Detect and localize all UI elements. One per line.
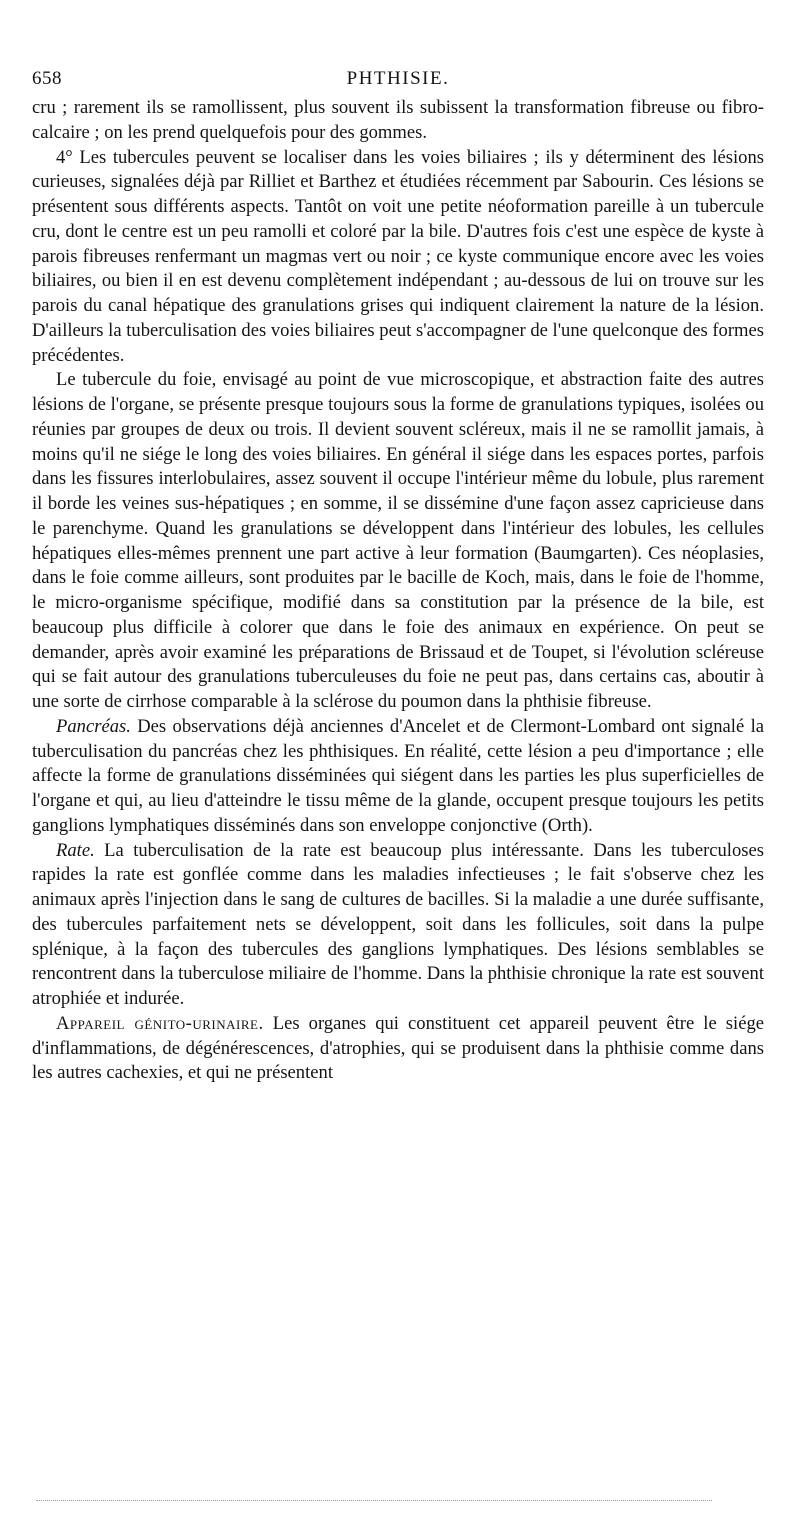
- section-heading-spleen: Rate.: [56, 839, 95, 861]
- page-header: [32, 64, 764, 96]
- paragraph-genito-urinary: [32, 1012, 764, 1086]
- paragraph-text: Les organes qui constituent cet appareil peuvent être le siége d'inflammations, de dégénérescences, d'atrophies, qui se produisent dans la phthisie comme dans les autres cachexies, et qui ne présentent: [32, 1012, 764, 1084]
- paragraph-text: 4° Les tubercules peuvent se localiser dans les voies biliaires ; ils y déterminent des lésions curieuses, signalées déjà par Rilliet et Barthez et étudiées récemment par Sabourin. Ces lésions se présentent sous différents aspects. Tantôt on voit une petite néoformation pareille à un tubercule cru, dont le centre est un peu ramolli et coloré par la bile. D'autres fois c'est une espèce de kyste à parois fibreuses renfermant un magmas vert ou noir ; ce kyste communique encore avec les voies biliaires, ou bien il en est devenu complètement indépendant ; au-dessous de lui on trouve sur les parois du canal hépatique des granulations grises qui indiquent clairement la nature de la lésion. D'ailleurs la tuberculisation des voies biliaires peut s'accompagner de l'une quelconque des formes précédentes.: [32, 146, 764, 366]
- running-title: PHTHISIE.: [346, 68, 450, 89]
- paragraph-spleen: [32, 839, 764, 1012]
- paragraph-continuation: [32, 96, 764, 146]
- paragraph-text: La tuberculisation de la rate est beaucoup plus intéressante. Dans les tuberculoses rapides la rate est gonflée comme dans les maladies infectieuses ; le fait s'observe chez les animaux après l'injection dans le sang de cultures de bacilles. Si la maladie a une durée suffisante, des tubercules parfaitement nets se développent, soit dans les follicules, soit dans la pulpe splénique, à la façon des tubercules des ganglions lymphatiques. Des lésions semblables se rencontrent dans la tuberculose miliaire de l'homme. Dans la phthisie chronique la rate est souvent atrophiée et indurée.: [32, 839, 764, 1009]
- paragraph-liver-microscopy: [32, 368, 764, 715]
- footer-dotted-rule: [36, 1500, 712, 1501]
- paragraph-biliary-tubercles: [32, 146, 764, 369]
- section-heading-pancreas: Pancréas.: [56, 715, 131, 737]
- paragraph-text: cru ; rarement ils se ramollissent, plus souvent ils subissent la transformation fibreuse ou fibro-calcaire ; on les prend quelquefois pour des gommes.: [32, 97, 764, 143]
- page-number: 658: [32, 68, 62, 89]
- paragraph-text: Des observations déjà anciennes d'Ancelet et de Clermont-Lombard ont signalé la tuberculisation du pancréas chez les phthisiques. En réalité, cette lésion a peu d'importance ; elle affecte la forme de granulations disséminées qui siégent dans les parties les plus superficielles de l'organe et qui, au lieu d'atteindre le tissu même de la glande, occupent presque toujours les petits ganglions lymphatiques disséminés dans son enveloppe conjonctive (Orth).: [32, 715, 764, 836]
- body-text: [32, 96, 764, 1086]
- section-heading-genito-urinary: Appareil génito-urinaire.: [56, 1012, 264, 1034]
- document-page: [32, 64, 764, 1086]
- paragraph-pancreas: [32, 715, 764, 839]
- paragraph-text: Le tubercule du foie, envisagé au point de vue microscopique, et abstraction faite des autres lésions de l'organe, se présente presque toujours sous la forme de granulations typiques, isolées ou réunies par groupes de deux ou trois. Il devient souvent scléreux, mais il ne se ramollit jamais, à moins qu'il ne siége le long des voies biliaires. En général il siége dans les espaces portes, parfois dans les fissures interlobulaires, assez souvent il occupe l'intérieur même du lobule, plus rarement il borde les veines sus-hépatiques ; en somme, il se dissémine d'une façon assez capricieuse dans le parenchyme. Quand les granulations se développent dans l'intérieur des lobules, les cellules hépatiques elles-mêmes prennent une part active à leur formation (Baumgarten). Ces néoplasies, dans le foie comme ailleurs, sont produites par le bacille de Koch, mais, dans le foie de l'homme, le micro-organisme spécifique, modifié dans sa constitution par la présence de la bile, est beaucoup plus difficile à colorer que dans le foie des animaux en expérience. On peut se demander, après avoir examiné les préparations de Brissaud et de Toupet, si l'évolution scléreuse qui se fait autour des granulations tuberculeuses du foie ne peut pas, dans certains cas, aboutir à une sorte de cirrhose comparable à la sclérose du poumon dans la phthisie fibreuse.: [32, 369, 764, 712]
